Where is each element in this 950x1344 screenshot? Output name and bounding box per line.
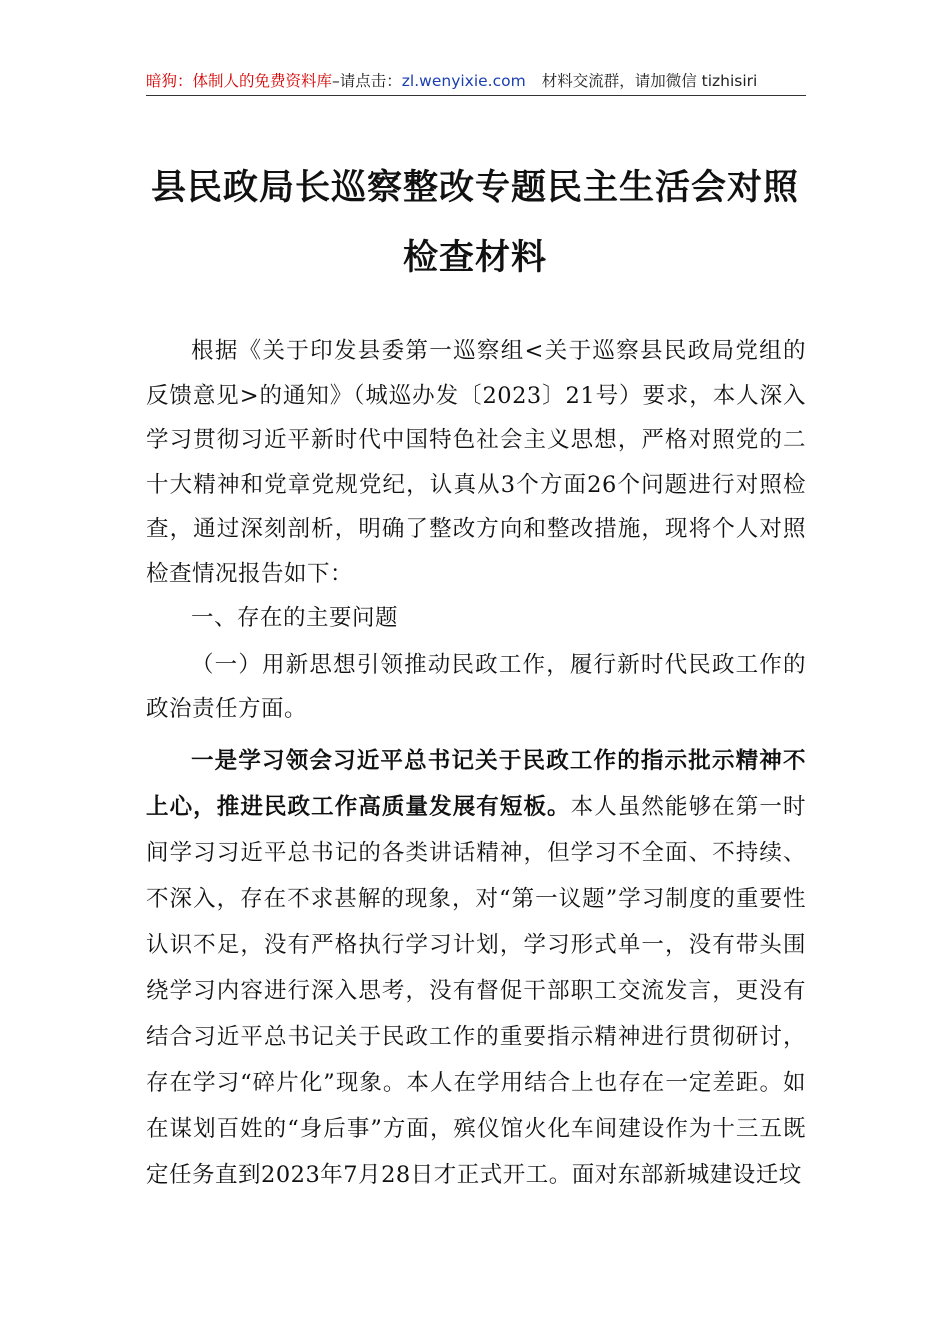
point-text: 本人虽然能够在第一时间学习习近平总书记的各类讲话精神，但学习不全面、不持续、不深入，存在不求甚解的现象，对“第一议题”学习制度的重要性认识不足，没有严格执行学习计划，学习形式单一，没有带头围绕学习内容进行深入思考，没有督促干部职工交流发言，更没有结合习近平总书记关于民政工作的重要指示精神进行贯彻研讨，存在学习“碎片化”现象。本人在学用结合上也存在一定差距。如在谋划百姓的“身后事”方面，殡仪馆火化车间建设作为十三五既定任务直到2023年7月28日才正式开工。面对东部新城建设迁坟 — [146, 793, 806, 1188]
document-title-line2: 检查材料 — [402, 237, 547, 278]
document-body — [146, 329, 806, 1198]
header-url-link[interactable]: zl.wenyixie.com — [401, 72, 526, 90]
page-header — [146, 70, 806, 92]
subsection-heading: （一）用新思想引领推动民政工作，履行新时代民政工作的政治责任方面。 — [146, 651, 806, 722]
document-title-line1: 县民政局长巡察整改专题民主生活会对照 — [150, 167, 799, 208]
header-divider — [146, 95, 806, 96]
header-brand: 暗狗：体制人的免费资料库 — [146, 72, 333, 90]
point-lead: 一是学习领会习近平总书记关于民政工作的指示批示精神不上心，推进民政工作高质量发展有短板。 — [146, 747, 806, 820]
point-paragraph — [146, 738, 806, 1198]
header-contact: 材料交流群，请加微信 tizhisiri — [541, 72, 758, 90]
intro-paragraph: 根据《关于印发县委第一巡察组<关于巡察县民政局党组的反馈意见>的通知》（城巡办发〔2023〕21号）要求，本人深入学习贯彻习近平新时代中国特色社会主义思想，严格对照党的二十大精神和党章党规党纪，认真从3个方面26个问题进行对照检查，通过深刻剖析，明确了整改方向和整改措施，现将个人对照检查情况报告如下： — [146, 338, 806, 587]
section-heading: 一、存在的主要问题 — [191, 605, 399, 631]
header-prompt: –请点击： — [332, 72, 402, 90]
